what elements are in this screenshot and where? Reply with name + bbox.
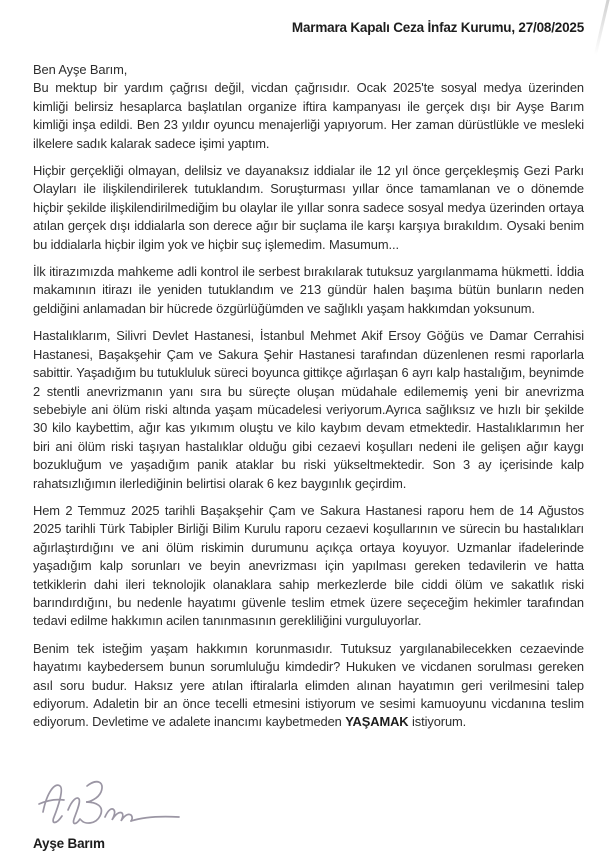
closing-text-after: istiyorum. [408, 714, 467, 730]
letter-body [33, 61, 584, 732]
closing-bold-word: YAŞAMAK [345, 714, 409, 730]
photo-edge-shadow [594, 0, 611, 56]
salutation: Ben Ayşe Barım, [33, 62, 128, 77]
paragraph-accusations: Hiçbir gerçekliği olmayan, delilsiz ve dayanaksız iddialar ile 12 yıl önce gerçekleşmiş Gezi Parkı Olayları ile ilişkilendirilerek tutuklandım. Soruşturması yıllar önce tamamlanan ve o dönemde hiçbir şekilde ilişkilendirilmediğim bu olaylar ile yıllar sonra sadece sosyal medya üzerinden ortaya atılan gerçek dışı iddialarla son derece ağır bir suçlama ile karşı karşıya bırakıldım. Oysaki benim bu iddialarla hiçbir ilgim yok ve hiçbir suç işlemedim. Masumum... [33, 163, 584, 252]
signature-block [33, 774, 584, 851]
paragraph-intro [33, 61, 584, 153]
paragraph-medical-reports: Hem 2 Temmuz 2025 tarihli Başakşehir Çam ve Sakura Hastanesi raporu hem de 14 Ağustos 2025 tarihli Türk Tabipler Birliği Bilim Kurulu raporu cezaevi koşullarının ve sürecin bu hastalıkları ağırlaştırdığını ve ani ölüm riskimin durumunu açıkça ortaya koyuyor. Uzmanlar ifadelerinde yaşadığım kalp sorunları ve beyin anevrizması için yapılması gereken tedavilerin ve hatta tetkiklerin dahi ileri teknolojik olanaklara sahip merkezlerde bile ciddi ölüm ve sakatlık riski barındırdığını, bu nedenle hayatımı güvenle teslim etmek üzere seçeceğim hekimler tarafından tedavi edilme hakkımın acilen tanınmasının gerekliliğini vurguluyorlar. [33, 502, 584, 629]
paragraph-illnesses: Hastalıklarım, Silivri Devlet Hastanesi, İstanbul Mehmet Akif Ersoy Göğüs ve Damar Cerrahisi Hastanesi, Başakşehir Çam ve Sakura Şehir Hastanesi tarafından düzenlenen resmi raporlarla sabittir. Yaşadığım bu tutukluluk süreci boyunca gittikçe ağırlaşan 6 ayrı kalp hastalığım, beynimde 2 stentli anevrizmanın yanı sıra bu süreçte oluşan müdahale edilememiş yeni bir anevrizma sebebiyle ani ölüm riski altında yaşam mücadelesi veriyorum.Ayrıca sağlıksız ve hızlı bir şekilde 30 kilo kaybettim, ağır kas yıkımım oluştu ve kilo kaybım devam etmektedir. Hastalıklarımın her biri ani ölüm riski taşıyan hastalıklar olduğu gibi cezaevi koşulları nedeni ile gelişen ağır kaygı bozukluğum ve yaşadığım panik ataklar bu riski yükseltmektedir. Son 3 ay içerisinde kalp rahatsızlığımın ilerlediğinin belirtisi olarak 6 kez baygınlık geçirdim. [33, 328, 584, 491]
letter-header-date-line: Marmara Kapalı Ceza İnfaz Kurumu, 27/08/2025 [291, 20, 584, 35]
signature-printed-name: Ayşe Barım [33, 835, 105, 851]
closing-text-before: Benim tek isteğim yaşam hakkımın korunmasıdır. Tutuksuz yargılanabilecekken cezaevinde hayatımı kaybedersem bunun sorumluluğu kimdedir? Hukuken ve vicdanen sorulması gereken asıl soru budur. Haksız yere atılan iftiralarla elimden alınan hayatımın geri verilmesini talep ediyorum. Adaletin bir an önce tecelli etmesini istiyorum ve sesimi kamuoyunu vicdanına teslim ediyorum. Devletime ve adalete inancımı kaybetmeden [33, 640, 584, 730]
paragraph-closing [33, 640, 584, 732]
paragraph-detention: İlk itirazımızda mahkeme adli kontrol ile serbest bırakılarak tutuksuz yargılanmama hükmetti. İddia makamının itirazı ile yeniden tutuklandım ve 213 gündür halen başıma bütün bunların neden geldiğini anlamadan bir hücrede özgürlüğümden ve sağlıklı yaşam hakkımdan yoksunum. [33, 264, 584, 316]
handwritten-signature-icon [35, 774, 185, 830]
paragraph-1-text: Bu mektup bir yardım çağrısı değil, vicdan çağrısıdır. Ocak 2025'te sosyal medya üzerinden kimliği belirsiz hesaplarca başlatılan organize iftira kampanyası ile gerçek dışı bir Ayşe Barım kimliği inşa edildi. Ben 23 yıldır oyuncu menajerliği yapıyorum. Her zaman dürüstlükle ve mesleki ilkelere sadık kalarak sadece işimi yaptım. [33, 80, 584, 151]
letter-content [33, 20, 584, 851]
